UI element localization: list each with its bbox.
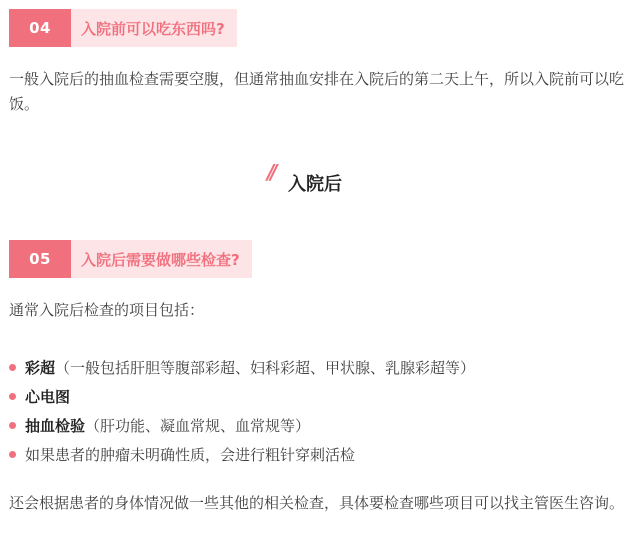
check-detail: 如果患者的肿瘤未明确性质，会进行粗针穿刺活检 — [25, 446, 356, 464]
question-4-answer: 一般入院后的抽血检查需要空腹，但通常抽血安排在入院后的第二天上午，所以入院前可以吃饭。 — [9, 70, 625, 113]
bullet-dot-icon — [9, 393, 16, 400]
bullet-dot-icon — [9, 422, 16, 429]
bullet-dot-icon — [9, 451, 16, 458]
check-detail: （一般包括肝胆等腹部彩超、妇科彩超、甲状腺、乳腺彩超等） — [55, 359, 476, 377]
list-item — [9, 411, 633, 440]
question-5-title: 入院后需要做哪些检查? — [71, 240, 252, 278]
question-5-intro: 通常入院后检查的项目包括： — [9, 301, 205, 319]
list-item — [9, 440, 633, 469]
question-5-header — [9, 240, 252, 278]
checks-list — [9, 353, 633, 469]
check-name: 抽血检验 — [25, 417, 86, 435]
list-item — [9, 353, 633, 382]
bullet-dot-icon — [9, 364, 16, 371]
check-name: 心电图 — [25, 388, 71, 406]
question-4-title: 入院前可以吃东西吗? — [71, 9, 237, 47]
question-5-number: 05 — [9, 240, 71, 278]
section-heading — [0, 162, 640, 202]
section-title: 入院后 — [288, 174, 342, 195]
question-4-header — [9, 9, 237, 47]
question-4-number: 04 — [9, 9, 71, 47]
check-name: 彩超 — [25, 359, 56, 377]
check-detail: （肝功能、凝血常规、血常规等） — [85, 417, 311, 435]
closing-paragraph: 还会根据患者的身体情况做一些其他的相关检查，具体要检查哪些项目可以找主管医生咨询。 — [9, 494, 625, 512]
section-slash-marks-icon: // — [267, 160, 274, 184]
list-item — [9, 382, 633, 411]
